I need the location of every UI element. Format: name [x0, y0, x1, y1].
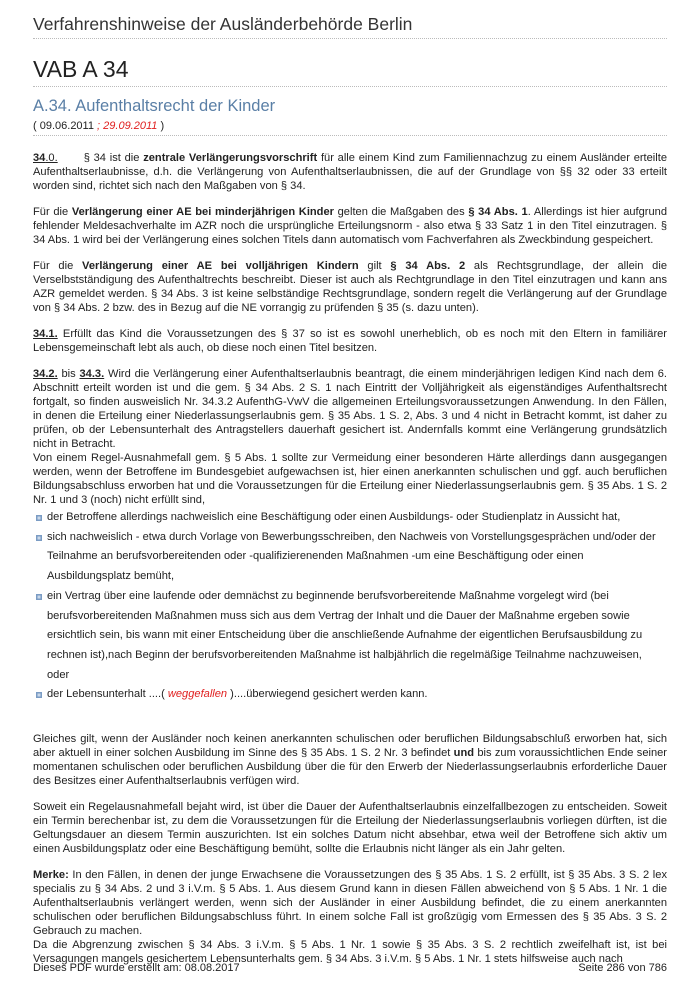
- paragraph-abgrenzung: Da die Abgrenzung zwischen § 34 Abs. 3 i.V.m. § 5 Abs. 1 Nr. 1 sowie § 35 Abs. 3 S. 2 rechtlich zweifelhaft ist, ist bei Versagungen mangels gesichertem Lebensunterhalts gem. § 34 Abs. 3 i.V.m. § 5 Abs. 1 Nr. 1 stets hilfsweise auch nach: [33, 939, 667, 966]
- bullet-icon: [36, 594, 42, 600]
- list-item-text: )....überwiegend gesichert werden kann.: [227, 688, 428, 701]
- paragraph-34-2: [33, 367, 667, 451]
- text: In den Fällen, in denen der junge Erwachsene die Voraussetzungen des § 35 Abs. 1 S. 2 erfüllt, ist § 35 Abs. 3 S. 2 lex specialis zu § 34 Abs. 2 und 3 i.V.m. § 5 Abs. 1. Aus diesem Grund kann in diesen Fällen abweichend von § 5 Abs. 1 Nr. 1 die Aufenthaltserlaubnis verlängert werden, wenn sich der Ausländer in einer Ausbildung befindet, die zu einem anerkannten schulischen oder beruflichen Bildungsabschluss führt. In einem solche Fall ist großzügig vom Ermessen des § 35 Abs. 3 S. 2 Gebrauch zu machen.: [33, 869, 667, 938]
- document-body: [33, 151, 667, 966]
- text: bis: [57, 368, 80, 380]
- bullet-icon: [36, 535, 42, 541]
- section-link-34-2[interactable]: 34.2.: [33, 368, 58, 380]
- bullet-icon: [36, 515, 42, 521]
- paragraph-34-0: [33, 151, 667, 193]
- paragraph-merke: [33, 868, 667, 938]
- bold-text: zentrale Verlängerungsvorschrift: [143, 152, 318, 164]
- date-close: ): [157, 120, 165, 132]
- text: Erfüllt das Kind die Voraussetzungen des § 37 so ist es sowohl unerheblich, ob es noch mit den Eltern in familiärer Lebensgemeinschaft lebt als auch, ob diese noch einen Titel besitzen.: [33, 328, 667, 354]
- list-item: [47, 528, 667, 587]
- text: Wird die Verlängerung einer Aufenthaltserlaubnis beantragt, die einem minderjährigen ledigen Kind nach dem 6. Abschnitt erteilt worden ist und die gem. § 34 Abs. 2 S. 1 nach Eintritt der Volljährigkeit als eigenständiges Aufenthaltsrecht fortgalt, so finden ausweislich Nr. 34.3.2 AufenthG-VwV die allgemeinen Erteilungsvoraussetzungen Anwendung. In den Fällen, in denen die Erteilung einer Niederlassungserlaubnis gem. § 35 Abs. 1 S. 2, Abs. 3 und 4 nicht in Betracht kommt, ist daher zu prüfen, ob der Lebensunterhalt des Antragstellers dauerhaft gesichert ist. Andernfalls kommt eine Verlängerung grundsätzlich nicht in Betracht.: [33, 368, 667, 450]
- bullet-icon: [36, 692, 42, 698]
- paragraph-adult-children: [33, 259, 667, 315]
- bold-text: und: [453, 747, 475, 760]
- date-second: ; 29.09.2011: [93, 120, 158, 132]
- text: gilt: [358, 260, 391, 272]
- text: Gleiches gilt, wenn der Ausländer noch keinen anerkannten schulischen oder beruflichen Bildungsabschluß erworben hat, sich aber aktuell in einer solchen Ausbildung im Sinne des § 35 Abs. 1 S. 2 Nr. 3 befindet: [33, 733, 667, 760]
- document-header: Verfahrenshinweise der Ausländerbehörde Berlin: [33, 0, 667, 39]
- paragraph-gleiches-gilt: [33, 732, 667, 788]
- list-item: [47, 685, 667, 705]
- exception-list: [33, 508, 667, 705]
- paragraph-regelausnahme: Soweit ein Regelausnahmefall bejaht wird, ist über die Dauer der Aufenthaltserlaubnis einzelfallbezogen zu entscheiden. Soweit ein Termin berechenbar ist, zu dem die Voraussetzungen für die Erteilung der Niederlassungserlaubnis vorliegen dürften, ist die Geltungsdauer an diesem Termin auszurichten. Ist ein solches Datum nicht absehbar, etwa weil der Betroffene sich aktiv um einen Ausbildungsplatz oder eine Beschäftigung bemüht, sollte die Erlaubnis nicht länger als ein Jahr gelten.: [33, 801, 667, 856]
- bold-text: § 34 Abs. 1: [468, 206, 528, 218]
- section-title: A.34. Aufenthaltsrecht der Kinder: [33, 97, 276, 115]
- bold-text: § 34 Abs. 2: [390, 260, 466, 272]
- list-item: [47, 587, 667, 686]
- paragraph-34-1: [33, 327, 667, 355]
- text: Für die: [33, 206, 72, 218]
- section-link-34[interactable]: 34: [33, 152, 46, 164]
- date-first: 09.06.2011: [39, 120, 94, 132]
- bold-text: Verlängerung einer AE bei volljährigen Kindern: [82, 260, 359, 272]
- text: bis zum voraussichtlichen Ende seiner momentanen schulischen oder beruflichen Ausbildung über die für den Erwerb der Niederlassungserlaubnis erforderliche Dauer des Besitzes einer Aufenthaltserlaubnis verfügen wird.: [33, 747, 667, 788]
- list-item-text: der Betroffene allerdings nachweislich eine Beschäftigung oder einen Ausbildungs- oder Studienplatz in Aussicht hat,: [47, 511, 621, 523]
- text: für alle einem Kind zum Familiennachzug zu einem Ausländer erteilte Aufenthaltserlaubnisse, d.h. die Verlängerung von Aufenthaltserlaubnissen, die auf der Grundlage von §§ 32 oder 33 erteilt worden sind, richtet sich nach den Maßgaben von § 34.: [33, 152, 667, 192]
- list-item-text: der Lebensunterhalt ....(: [47, 688, 168, 701]
- list-item: [47, 508, 667, 528]
- document-page: [33, 0, 667, 966]
- date-open: (: [33, 120, 40, 132]
- bold-text: Verlängerung einer AE bei minderjährigen Kinder: [71, 206, 334, 218]
- text: . Allerdings ist hier aufgrund fehlender Meldesachverhalte im AZR noch die ursprüngliche Erteilungsnorm - also etwa § 33 Satz 1 in den Titel einzutragen. § 34 Abs. 1 wird bei der Verlängerung eines solchen Titels dann automatisch vom Fachverfahren als Zweckbindung gespeichert.: [33, 206, 667, 246]
- section-link-34-3[interactable]: 34.3.: [79, 368, 105, 380]
- text: gelten die Maßgaben des: [333, 206, 469, 218]
- paragraph-regel-ausnahme: Von einem Regel-Ausnahmefall gem. § 5 Abs. 1 sollte zur Vermeidung einer besonderen Härte allerdings dann ausgegangen werden, wenn der Betroffene im Bundesgebiet aufgewachsen ist, hier einen anerkannten schulischen und ggf. auch beruflichen Bildungsabschluss erworben hat und die Voraussetzungen für die Erteilung einer Niederlassungserlaubnis gem. § 35 Abs. 1 S. 2 Nr. 1 und 3 (noch) nicht erfüllt sind,: [33, 452, 667, 506]
- date-line: [33, 120, 667, 136]
- paragraph-minor-children: [33, 205, 667, 247]
- text: Für die: [33, 260, 83, 272]
- vab-number: VAB A 34: [33, 56, 667, 87]
- list-item-text: ein Vertrag über eine laufende oder demnächst zu beginnende berufsvorbereitende Maßnahme vorgelegt wird (bei berufsvorbereitenden Maßnahmen muss sich aus dem Vertrag der Inhalt und die Dauer der Maßnahme ergeben sowie ersichtlich sein, bis wann mit einer Entscheidung über die anschließende Aufnahme der eigentlichen Berufsausbildung zu rechnen ist),nach Beginn der berufsvorbereitenden Maßnahme ist halbjährlich die regelmäßige Teilnahme nachzuweisen, oder: [47, 589, 643, 681]
- text: § 34 ist die: [83, 152, 144, 164]
- section-suffix: .0.: [45, 152, 58, 164]
- footer-created: Dieses PDF wurde erstellt am: 08.08.2017: [33, 962, 240, 974]
- list-item-text: sich nachweislich - etwa durch Vorlage von Bewerbungsschreiben, den Nachweis von Vorstellungsgesprächen und/oder der Teilnahme an berufsvorbereitenden oder -qualifizierenenden Maßnahmen -um eine Beschäftigung oder einen Ausbildungsplatz bemüht,: [47, 530, 656, 583]
- text: als Rechtsgrundlage, der allein die Verselbstständigung des Aufenthaltrechts beschreibt. Dieser ist auch als Rechtgrundlage in den Titel einzutragen und kann ans AZR gemeldet werden. § 34 Abs. 3 ist keine selbständige Rechtsgrundlage, sondern regelt die Verlängerung auf der Grundlage von § 34 Abs. 2 bzw. des in Bezug auf die NE vorrangig zu prüfenden § 35 (s. dazu unten).: [33, 260, 667, 314]
- bold-text: Merke:: [33, 869, 69, 882]
- section-link-34-1[interactable]: 34.1.: [33, 328, 58, 340]
- footer-page-number: Seite 286 von 786: [578, 962, 667, 974]
- removed-marker: weggefallen: [167, 688, 228, 701]
